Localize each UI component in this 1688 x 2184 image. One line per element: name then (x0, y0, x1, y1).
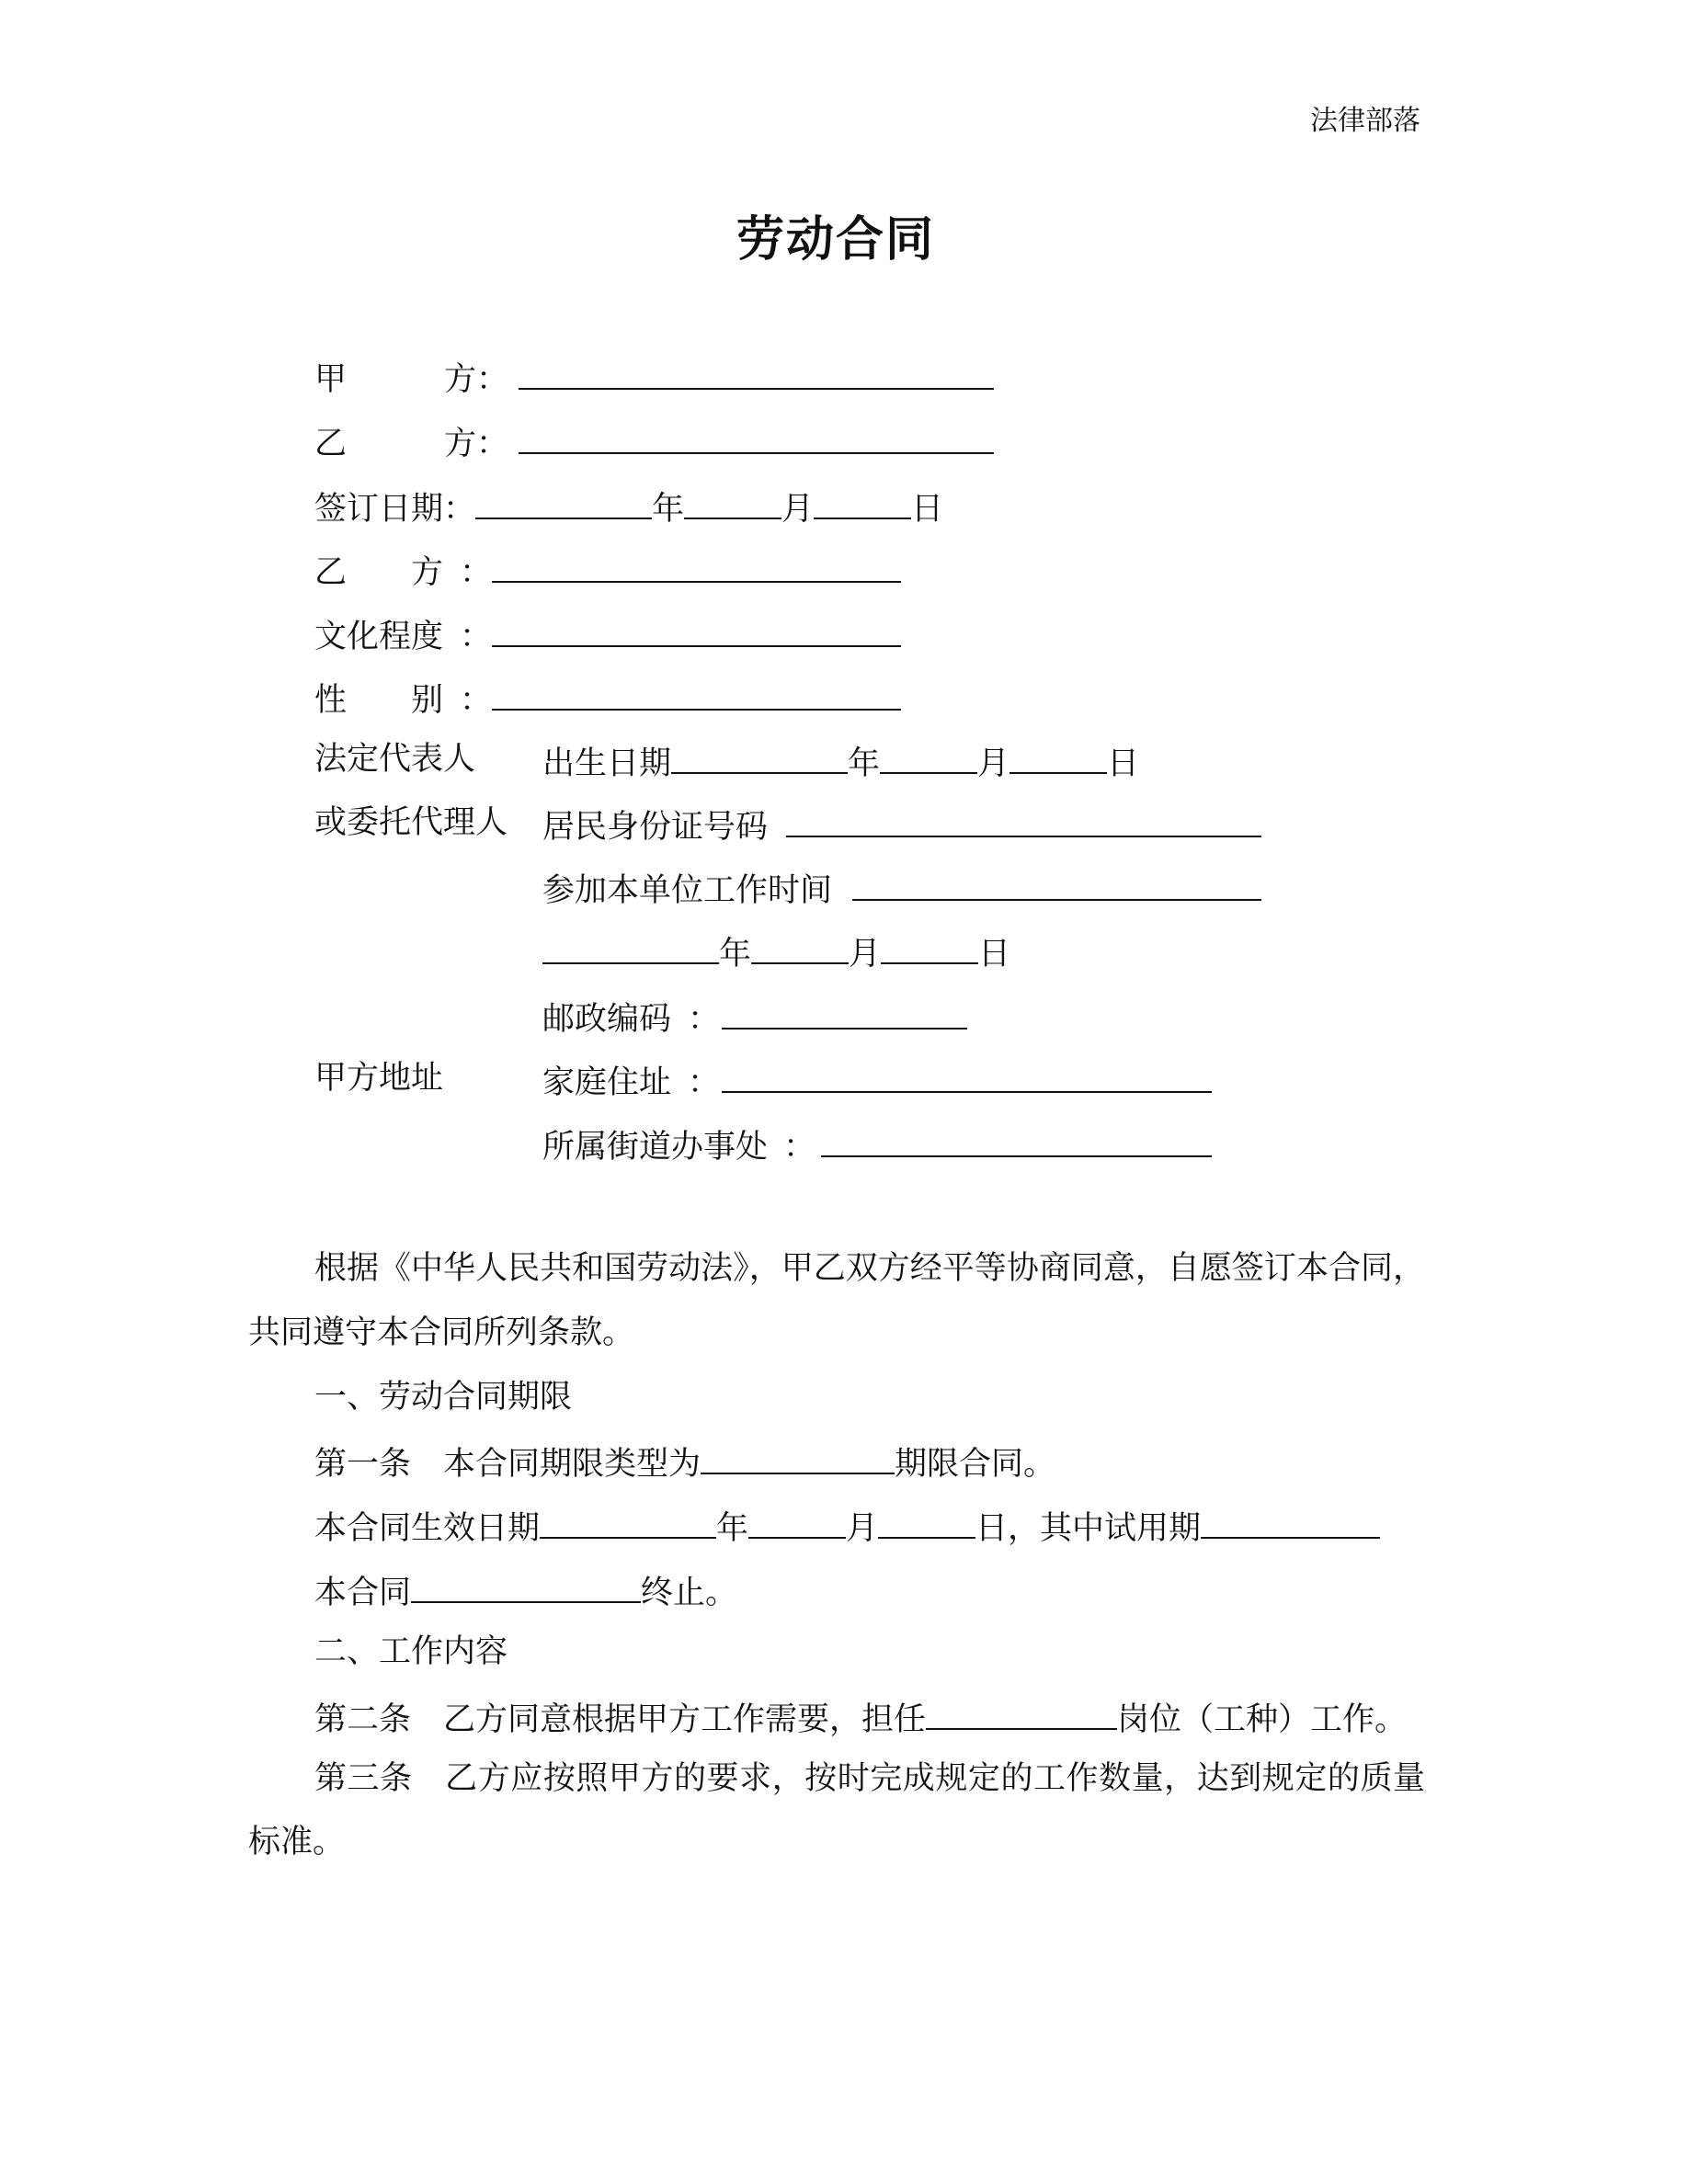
end-blank[interactable] (411, 1568, 641, 1603)
home-label: 家庭住址 (542, 1064, 672, 1101)
label-char: 性 (314, 682, 348, 719)
sign-date-label: 签订日期： (314, 491, 476, 528)
article-label: 第二条 (314, 1701, 412, 1738)
colon: ： (460, 619, 493, 655)
end-line (314, 1568, 737, 1613)
effective-date-line (314, 1504, 1380, 1549)
label-char: 别 (411, 682, 444, 719)
month-blank[interactable] (880, 739, 977, 774)
colon: ： (688, 1064, 721, 1101)
day-probation-label: 日，其中试用期 (975, 1510, 1202, 1547)
agent-label: 或委托代理人 (314, 804, 508, 841)
colon: ： (460, 554, 493, 591)
birth-row (542, 739, 1139, 784)
section-heading: 一、劳动合同期限 (314, 1379, 573, 1416)
label-char: 甲 (314, 361, 348, 398)
home-blank[interactable] (722, 1058, 1212, 1093)
article-2 (314, 1695, 1407, 1740)
article-text: 期限合同。 (895, 1446, 1056, 1483)
day-label: 日 (978, 936, 1011, 973)
join-time-label: 参加本单位工作时间 (542, 872, 833, 909)
home-row (542, 1058, 1212, 1103)
year-blank[interactable] (671, 739, 848, 774)
gender-row (314, 676, 901, 721)
month-label: 月 (781, 491, 815, 528)
party-a-blank[interactable] (519, 355, 994, 390)
street-label: 所属街道办事处 (542, 1129, 769, 1166)
article-1 (314, 1439, 1055, 1484)
join-time-row (542, 866, 1261, 911)
article-text: 乙方同意根据甲方工作需要，担任 (443, 1701, 927, 1738)
postcode-row (542, 995, 967, 1040)
probation-blank[interactable] (1201, 1504, 1380, 1539)
label-char: 方 (411, 554, 444, 591)
article-text: 本合同期限类型为 (443, 1446, 701, 1483)
term-type-blank[interactable] (701, 1439, 895, 1474)
party-b2-blank[interactable] (492, 548, 901, 583)
address-a-label: 甲方地址 (314, 1060, 444, 1097)
colon: ： (688, 1001, 721, 1038)
join-time-blank[interactable] (852, 866, 1261, 901)
education-label: 文化程度 (314, 619, 444, 655)
article-text: 岗位（工种）工作。 (1117, 1701, 1408, 1738)
end-label: 本合同 (314, 1575, 412, 1611)
year-label: 年 (652, 491, 685, 528)
birth-label: 出生日期 (542, 745, 672, 782)
end-text: 终止。 (641, 1575, 738, 1611)
year-label: 年 (716, 1510, 749, 1547)
street-row (542, 1122, 1212, 1167)
article-3-line: 第三条 乙方应按照甲方的要求，按时完成规定的工作数量，达到规定的质量 (314, 1760, 1425, 1797)
day-label: 日 (911, 491, 944, 528)
year-label: 年 (719, 936, 752, 973)
day-blank[interactable] (1009, 739, 1107, 774)
day-blank[interactable] (814, 484, 911, 519)
month-label: 月 (846, 1510, 879, 1547)
year-label: 年 (848, 745, 881, 782)
position-blank[interactable] (926, 1695, 1117, 1730)
party-a-row (314, 355, 994, 400)
id-row (542, 802, 1261, 847)
paragraph-line: 根据《中华人民共和国劳动法》，甲乙双方经平等协商同意，自愿签订本合同， (314, 1250, 1425, 1287)
party-b2-row (314, 548, 901, 593)
legal-rep-label: 法定代表人 (314, 741, 476, 778)
header-brand: 法律部落 (1310, 105, 1420, 137)
month-blank[interactable] (748, 1504, 846, 1539)
day-label: 日 (1107, 745, 1140, 782)
article-label: 第一条 (314, 1446, 412, 1483)
month-blank[interactable] (684, 484, 781, 519)
join-date-row (542, 929, 1010, 974)
colon: ： (783, 1129, 816, 1166)
label-char: 乙 (314, 554, 348, 591)
label-char: 方： (444, 361, 509, 398)
street-blank[interactable] (821, 1122, 1212, 1157)
year-blank[interactable] (475, 484, 652, 519)
month-label: 月 (977, 745, 1010, 782)
sign-date-row (314, 484, 943, 529)
education-blank[interactable] (492, 612, 901, 647)
party-b-blank[interactable] (519, 419, 994, 454)
day-blank[interactable] (878, 1504, 975, 1539)
year-blank[interactable] (540, 1504, 716, 1539)
label-char: 方： (444, 426, 509, 462)
gender-blank[interactable] (492, 676, 901, 711)
document-title: 劳动合同 (736, 211, 935, 267)
label-char: 乙 (314, 426, 348, 462)
day-blank[interactable] (881, 929, 978, 964)
section-heading: 二、工作内容 (314, 1633, 508, 1670)
month-blank[interactable] (751, 929, 849, 964)
month-label: 月 (849, 936, 882, 973)
id-blank[interactable] (786, 802, 1261, 837)
postcode-label: 邮政编码 (542, 1001, 672, 1038)
education-row (314, 612, 901, 657)
id-label: 居民身份证号码 (542, 809, 769, 846)
article-3-line: 标准。 (248, 1824, 346, 1860)
party-b-row (314, 419, 994, 464)
year-blank[interactable] (542, 929, 719, 964)
paragraph-line: 共同遵守本合同所列条款。 (248, 1314, 635, 1351)
postcode-blank[interactable] (722, 995, 967, 1029)
colon: ： (460, 682, 493, 719)
effective-label: 本合同生效日期 (314, 1510, 541, 1547)
